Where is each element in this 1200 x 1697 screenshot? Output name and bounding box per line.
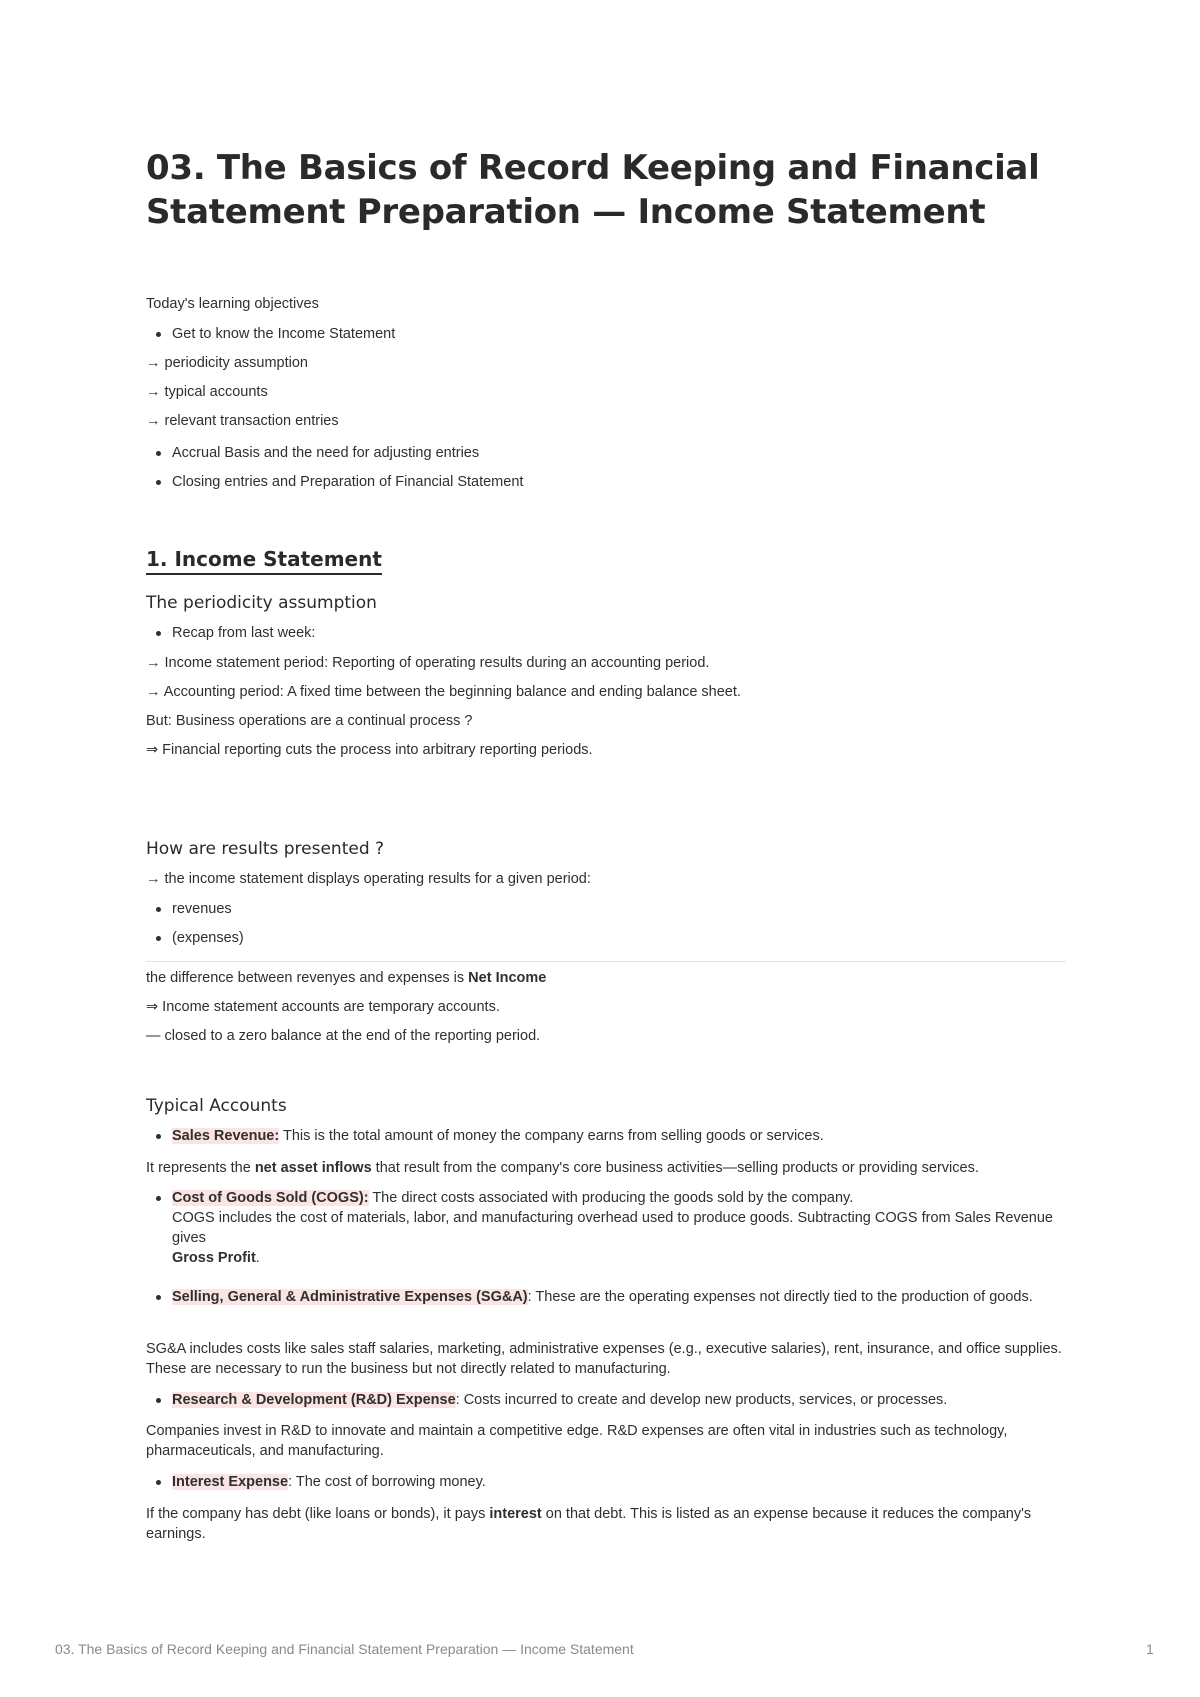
objectives-heading: Today's learning objectives xyxy=(146,296,319,312)
objective-bullet-1: Get to know the Income Statement xyxy=(172,326,396,342)
objective-sub-2: → typical accounts xyxy=(146,384,268,400)
presented-bullet-expenses: (expenses) xyxy=(172,930,244,946)
periodicity-heading: The periodicity assumption xyxy=(146,593,377,613)
sga-item: Selling, General & Administrative Expenses (SG&A): These are the operating expenses not directly tied to the production of goods. xyxy=(172,1287,1067,1307)
presented-intro: → the income statement displays operating results for a given period: xyxy=(146,871,591,887)
interest-note: If the company has debt (like loans or bonds), it pays interest on that debt. This is listed as an expense because it reduces the company's earnings. xyxy=(146,1506,1032,1542)
sales-revenue-item: Sales Revenue: This is the total amount of money the company earns from selling goods or services. xyxy=(172,1128,824,1144)
periodicity-bullet: Recap from last week: xyxy=(172,625,316,641)
periodicity-line-1: → Income statement period: Reporting of operating results during an accounting period. xyxy=(146,655,710,671)
cogs-item: Cost of Goods Sold (COGS): The direct costs associated with producing the goods sold by the company. COGS includes the cost of materials, labor, and manufacturing overhead used to produce goods. Subtracting COGS from Sales Revenue gives Gross Profit. xyxy=(172,1188,1067,1268)
sales-revenue-note: It represents the net asset inflows that result from the company's core business activities—selling products or providing services. xyxy=(146,1160,979,1176)
temporary-accounts-line: ⇒ Income statement accounts are temporary accounts. xyxy=(146,999,500,1015)
footer-page-number: 1 xyxy=(1146,1641,1154,1657)
rd-note: Companies invest in R&D to innovate and maintain a competitive edge. R&D expenses are often vital in industries such as technology, pharmaceuticals, and manufacturing. xyxy=(146,1423,1008,1459)
periodicity-line-4: ⇒ Financial reporting cuts the process into arbitrary reporting periods. xyxy=(146,742,593,758)
page-title: 03. The Basics of Record Keeping and Financial Statement Preparation — Income Statement xyxy=(146,148,1040,232)
presented-bullet-revenues: revenues xyxy=(172,901,232,917)
objective-bullet-3: Closing entries and Preparation of Financial Statement xyxy=(172,474,524,490)
objective-bullet-2: Accrual Basis and the need for adjusting entries xyxy=(172,445,480,461)
objective-sub-3: → relevant transaction entries xyxy=(146,413,339,429)
rd-item: Research & Development (R&D) Expense: Costs incurred to create and develop new products, services, or processes. xyxy=(172,1392,948,1408)
section-heading-income-statement: 1. Income Statement xyxy=(146,546,382,575)
objective-sub-1: → periodicity assumption xyxy=(146,355,308,371)
closed-balance-line: — closed to a zero balance at the end of the reporting period. xyxy=(146,1028,541,1044)
periodicity-line-2: → Accounting period: A fixed time between the beginning balance and ending balance sheet. xyxy=(146,684,741,700)
sga-note: SG&A includes costs like sales staff salaries, marketing, administrative expenses (e.g., executive salaries), rent, insurance, and office supplies. These are necessary to run the business but not directly related to manufacturing. xyxy=(146,1341,1062,1377)
interest-item: Interest Expense: The cost of borrowing money. xyxy=(172,1474,486,1490)
footer-title: 03. The Basics of Record Keeping and Financial Statement Preparation — Income Statement xyxy=(55,1641,634,1657)
periodicity-line-3: But: Business operations are a continual process ? xyxy=(146,713,473,729)
typical-accounts-heading: Typical Accounts xyxy=(146,1096,287,1116)
presented-heading: How are results presented ? xyxy=(146,839,385,859)
net-income-line: the difference between revenyes and expenses is Net Income xyxy=(146,970,547,986)
divider xyxy=(146,961,1066,962)
